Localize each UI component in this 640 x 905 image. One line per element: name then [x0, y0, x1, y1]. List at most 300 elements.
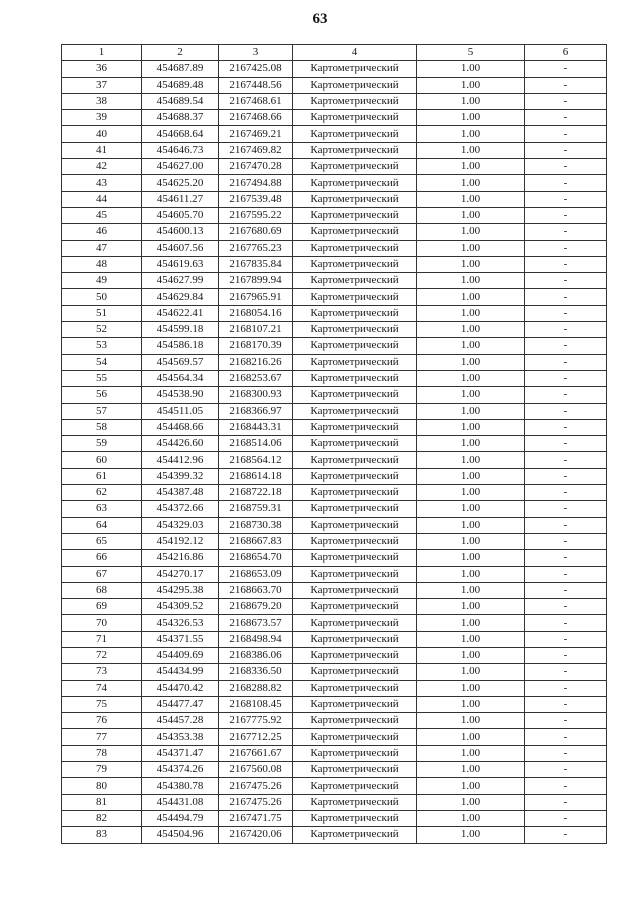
table-header-row: [62, 45, 607, 61]
method-cell: Картометрический: [293, 696, 417, 712]
note-cell: -: [525, 810, 607, 826]
table-row: [62, 615, 607, 631]
method-cell: Картометрический: [293, 582, 417, 598]
x-coordinate-cell: 454627.00: [142, 159, 219, 175]
table-row: [62, 501, 607, 517]
point-number-cell: 66: [62, 550, 142, 566]
table-row: [62, 354, 607, 370]
table-row: [62, 159, 607, 175]
y-coordinate-cell: 2168663.70: [219, 582, 293, 598]
precision-cell: 1.00: [417, 729, 525, 745]
table-row: [62, 338, 607, 354]
y-coordinate-cell: 2168107.21: [219, 322, 293, 338]
x-coordinate-cell: 454627.99: [142, 273, 219, 289]
table-row: [62, 517, 607, 533]
point-number-cell: 53: [62, 338, 142, 354]
precision-cell: 1.00: [417, 305, 525, 321]
point-number-cell: 63: [62, 501, 142, 517]
precision-cell: 1.00: [417, 77, 525, 93]
x-coordinate-cell: 454611.27: [142, 191, 219, 207]
method-cell: Картометрический: [293, 240, 417, 256]
point-number-cell: 43: [62, 175, 142, 191]
table-row: [62, 403, 607, 419]
y-coordinate-cell: 2168253.67: [219, 370, 293, 386]
x-coordinate-cell: 454569.57: [142, 354, 219, 370]
note-cell: -: [525, 566, 607, 582]
method-cell: Картометрический: [293, 126, 417, 142]
point-number-cell: 83: [62, 827, 142, 843]
y-coordinate-cell: 2168170.39: [219, 338, 293, 354]
point-number-cell: 81: [62, 794, 142, 810]
x-coordinate-cell: 454216.86: [142, 550, 219, 566]
point-number-cell: 70: [62, 615, 142, 631]
table-row: [62, 778, 607, 794]
y-coordinate-cell: 2168759.31: [219, 501, 293, 517]
table-row: [62, 142, 607, 158]
precision-cell: 1.00: [417, 485, 525, 501]
y-coordinate-cell: 2168722.18: [219, 485, 293, 501]
note-cell: -: [525, 631, 607, 647]
precision-cell: 1.00: [417, 696, 525, 712]
x-coordinate-cell: 454426.60: [142, 436, 219, 452]
x-coordinate-cell: 454329.03: [142, 517, 219, 533]
table-row: [62, 696, 607, 712]
x-coordinate-cell: 454434.99: [142, 664, 219, 680]
y-coordinate-cell: 2167539.48: [219, 191, 293, 207]
method-cell: Картометрический: [293, 452, 417, 468]
point-number-cell: 58: [62, 419, 142, 435]
x-coordinate-cell: 454688.37: [142, 110, 219, 126]
method-cell: Картометрический: [293, 370, 417, 386]
table-row: [62, 680, 607, 696]
precision-cell: 1.00: [417, 566, 525, 582]
point-number-cell: 79: [62, 762, 142, 778]
note-cell: -: [525, 517, 607, 533]
x-coordinate-cell: 454586.18: [142, 338, 219, 354]
header-cell: 4: [293, 45, 417, 61]
table-row: [62, 794, 607, 810]
header-cell: 5: [417, 45, 525, 61]
precision-cell: 1.00: [417, 778, 525, 794]
point-number-cell: 82: [62, 810, 142, 826]
method-cell: Картометрический: [293, 191, 417, 207]
x-coordinate-cell: 454380.78: [142, 778, 219, 794]
table-row: [62, 77, 607, 93]
table-body: [62, 45, 607, 844]
method-cell: Картометрический: [293, 207, 417, 223]
note-cell: -: [525, 93, 607, 109]
note-cell: -: [525, 175, 607, 191]
precision-cell: 1.00: [417, 159, 525, 175]
x-coordinate-cell: 454625.20: [142, 175, 219, 191]
precision-cell: 1.00: [417, 533, 525, 549]
point-number-cell: 51: [62, 305, 142, 321]
x-coordinate-cell: 454372.66: [142, 501, 219, 517]
method-cell: Картометрический: [293, 159, 417, 175]
table-row: [62, 582, 607, 598]
y-coordinate-cell: 2167965.91: [219, 289, 293, 305]
note-cell: -: [525, 403, 607, 419]
y-coordinate-cell: 2167661.67: [219, 745, 293, 761]
table-row: [62, 452, 607, 468]
note-cell: -: [525, 599, 607, 615]
x-coordinate-cell: 454477.47: [142, 696, 219, 712]
table-row: [62, 419, 607, 435]
point-number-cell: 37: [62, 77, 142, 93]
note-cell: -: [525, 582, 607, 598]
y-coordinate-cell: 2168730.38: [219, 517, 293, 533]
method-cell: Картометрический: [293, 794, 417, 810]
x-coordinate-cell: 454689.48: [142, 77, 219, 93]
table-row: [62, 224, 607, 240]
precision-cell: 1.00: [417, 599, 525, 615]
x-coordinate-cell: 454374.26: [142, 762, 219, 778]
precision-cell: 1.00: [417, 647, 525, 663]
x-coordinate-cell: 454668.64: [142, 126, 219, 142]
method-cell: Картометрический: [293, 485, 417, 501]
note-cell: -: [525, 256, 607, 272]
note-cell: -: [525, 501, 607, 517]
point-number-cell: 49: [62, 273, 142, 289]
method-cell: Картометрический: [293, 436, 417, 452]
note-cell: -: [525, 664, 607, 680]
table-row: [62, 550, 607, 566]
precision-cell: 1.00: [417, 582, 525, 598]
x-coordinate-cell: 454371.55: [142, 631, 219, 647]
method-cell: Картометрический: [293, 647, 417, 663]
method-cell: Картометрический: [293, 256, 417, 272]
precision-cell: 1.00: [417, 810, 525, 826]
method-cell: Картометрический: [293, 550, 417, 566]
coordinates-table: [61, 44, 607, 844]
note-cell: -: [525, 762, 607, 778]
method-cell: Картометрический: [293, 419, 417, 435]
table-row: [62, 566, 607, 582]
x-coordinate-cell: 454600.13: [142, 224, 219, 240]
x-coordinate-cell: 454622.41: [142, 305, 219, 321]
note-cell: -: [525, 696, 607, 712]
note-cell: -: [525, 778, 607, 794]
method-cell: Картометрический: [293, 566, 417, 582]
precision-cell: 1.00: [417, 403, 525, 419]
x-coordinate-cell: 454646.73: [142, 142, 219, 158]
note-cell: -: [525, 305, 607, 321]
method-cell: Картометрический: [293, 664, 417, 680]
x-coordinate-cell: 454599.18: [142, 322, 219, 338]
precision-cell: 1.00: [417, 240, 525, 256]
method-cell: Картометрический: [293, 729, 417, 745]
precision-cell: 1.00: [417, 191, 525, 207]
precision-cell: 1.00: [417, 289, 525, 305]
note-cell: -: [525, 533, 607, 549]
precision-cell: 1.00: [417, 61, 525, 77]
point-number-cell: 59: [62, 436, 142, 452]
x-coordinate-cell: 454629.84: [142, 289, 219, 305]
point-number-cell: 73: [62, 664, 142, 680]
precision-cell: 1.00: [417, 713, 525, 729]
precision-cell: 1.00: [417, 419, 525, 435]
y-coordinate-cell: 2167899.94: [219, 273, 293, 289]
x-coordinate-cell: 454468.66: [142, 419, 219, 435]
method-cell: Картометрический: [293, 745, 417, 761]
precision-cell: 1.00: [417, 126, 525, 142]
point-number-cell: 69: [62, 599, 142, 615]
y-coordinate-cell: 2168386.06: [219, 647, 293, 663]
precision-cell: 1.00: [417, 794, 525, 810]
precision-cell: 1.00: [417, 370, 525, 386]
table-row: [62, 256, 607, 272]
point-number-cell: 39: [62, 110, 142, 126]
point-number-cell: 40: [62, 126, 142, 142]
x-coordinate-cell: 454538.90: [142, 387, 219, 403]
precision-cell: 1.00: [417, 452, 525, 468]
table-row: [62, 370, 607, 386]
precision-cell: 1.00: [417, 550, 525, 566]
point-number-cell: 65: [62, 533, 142, 549]
x-coordinate-cell: 454326.53: [142, 615, 219, 631]
method-cell: Картометрический: [293, 615, 417, 631]
table-row: [62, 273, 607, 289]
table-row: [62, 762, 607, 778]
point-number-cell: 60: [62, 452, 142, 468]
table-row: [62, 827, 607, 843]
note-cell: -: [525, 452, 607, 468]
table-row: [62, 599, 607, 615]
point-number-cell: 78: [62, 745, 142, 761]
table-row: [62, 468, 607, 484]
note-cell: -: [525, 729, 607, 745]
y-coordinate-cell: 2167470.28: [219, 159, 293, 175]
method-cell: Картометрический: [293, 517, 417, 533]
point-number-cell: 72: [62, 647, 142, 663]
y-coordinate-cell: 2168054.16: [219, 305, 293, 321]
precision-cell: 1.00: [417, 322, 525, 338]
method-cell: Картометрический: [293, 77, 417, 93]
point-number-cell: 36: [62, 61, 142, 77]
y-coordinate-cell: 2168336.50: [219, 664, 293, 680]
method-cell: Картометрический: [293, 322, 417, 338]
point-number-cell: 68: [62, 582, 142, 598]
method-cell: Картометрический: [293, 599, 417, 615]
table-row: [62, 387, 607, 403]
note-cell: -: [525, 419, 607, 435]
note-cell: -: [525, 159, 607, 175]
x-coordinate-cell: 454309.52: [142, 599, 219, 615]
x-coordinate-cell: 454431.08: [142, 794, 219, 810]
method-cell: Картометрический: [293, 468, 417, 484]
table-row: [62, 191, 607, 207]
x-coordinate-cell: 454412.96: [142, 452, 219, 468]
precision-cell: 1.00: [417, 273, 525, 289]
precision-cell: 1.00: [417, 827, 525, 843]
y-coordinate-cell: 2167775.92: [219, 713, 293, 729]
point-number-cell: 44: [62, 191, 142, 207]
table-row: [62, 207, 607, 223]
x-coordinate-cell: 454353.38: [142, 729, 219, 745]
method-cell: Картометрический: [293, 175, 417, 191]
table-row: [62, 289, 607, 305]
note-cell: -: [525, 322, 607, 338]
y-coordinate-cell: 2167468.66: [219, 110, 293, 126]
method-cell: Картометрический: [293, 403, 417, 419]
table-row: [62, 485, 607, 501]
table-row: [62, 664, 607, 680]
precision-cell: 1.00: [417, 110, 525, 126]
precision-cell: 1.00: [417, 762, 525, 778]
table-row: [62, 240, 607, 256]
x-coordinate-cell: 454689.54: [142, 93, 219, 109]
point-number-cell: 55: [62, 370, 142, 386]
x-coordinate-cell: 454371.47: [142, 745, 219, 761]
precision-cell: 1.00: [417, 142, 525, 158]
y-coordinate-cell: 2168653.09: [219, 566, 293, 582]
point-number-cell: 48: [62, 256, 142, 272]
point-number-cell: 46: [62, 224, 142, 240]
y-coordinate-cell: 2167680.69: [219, 224, 293, 240]
note-cell: -: [525, 289, 607, 305]
note-cell: -: [525, 354, 607, 370]
y-coordinate-cell: 2167425.08: [219, 61, 293, 77]
y-coordinate-cell: 2167468.61: [219, 93, 293, 109]
point-number-cell: 52: [62, 322, 142, 338]
note-cell: -: [525, 61, 607, 77]
table-row: [62, 110, 607, 126]
y-coordinate-cell: 2167560.08: [219, 762, 293, 778]
method-cell: Картометрический: [293, 713, 417, 729]
table-row: [62, 436, 607, 452]
precision-cell: 1.00: [417, 224, 525, 240]
method-cell: Картометрический: [293, 289, 417, 305]
y-coordinate-cell: 2168514.06: [219, 436, 293, 452]
x-coordinate-cell: 454192.12: [142, 533, 219, 549]
y-coordinate-cell: 2167475.26: [219, 794, 293, 810]
method-cell: Картометрический: [293, 110, 417, 126]
x-coordinate-cell: 454470.42: [142, 680, 219, 696]
table-row: [62, 61, 607, 77]
method-cell: Картометрический: [293, 224, 417, 240]
note-cell: -: [525, 436, 607, 452]
note-cell: -: [525, 126, 607, 142]
point-number-cell: 64: [62, 517, 142, 533]
note-cell: -: [525, 550, 607, 566]
precision-cell: 1.00: [417, 664, 525, 680]
precision-cell: 1.00: [417, 256, 525, 272]
note-cell: -: [525, 794, 607, 810]
point-number-cell: 57: [62, 403, 142, 419]
precision-cell: 1.00: [417, 436, 525, 452]
note-cell: -: [525, 77, 607, 93]
table-row: [62, 745, 607, 761]
point-number-cell: 42: [62, 159, 142, 175]
table-row: [62, 647, 607, 663]
y-coordinate-cell: 2167469.82: [219, 142, 293, 158]
point-number-cell: 74: [62, 680, 142, 696]
x-coordinate-cell: 454619.63: [142, 256, 219, 272]
y-coordinate-cell: 2167420.06: [219, 827, 293, 843]
method-cell: Картометрический: [293, 273, 417, 289]
method-cell: Картометрический: [293, 501, 417, 517]
method-cell: Картометрический: [293, 338, 417, 354]
note-cell: -: [525, 647, 607, 663]
y-coordinate-cell: 2167712.25: [219, 729, 293, 745]
x-coordinate-cell: 454399.32: [142, 468, 219, 484]
x-coordinate-cell: 454494.79: [142, 810, 219, 826]
x-coordinate-cell: 454504.96: [142, 827, 219, 843]
table-row: [62, 533, 607, 549]
precision-cell: 1.00: [417, 517, 525, 533]
point-number-cell: 41: [62, 142, 142, 158]
table-row: [62, 126, 607, 142]
y-coordinate-cell: 2167471.75: [219, 810, 293, 826]
note-cell: -: [525, 240, 607, 256]
note-cell: -: [525, 615, 607, 631]
table-row: [62, 175, 607, 191]
x-coordinate-cell: 454387.48: [142, 485, 219, 501]
method-cell: Картометрический: [293, 61, 417, 77]
point-number-cell: 71: [62, 631, 142, 647]
note-cell: -: [525, 485, 607, 501]
method-cell: Картометрический: [293, 778, 417, 794]
y-coordinate-cell: 2168288.82: [219, 680, 293, 696]
point-number-cell: 47: [62, 240, 142, 256]
header-cell: 6: [525, 45, 607, 61]
note-cell: -: [525, 338, 607, 354]
x-coordinate-cell: 454270.17: [142, 566, 219, 582]
y-coordinate-cell: 2168667.83: [219, 533, 293, 549]
x-coordinate-cell: 454607.56: [142, 240, 219, 256]
y-coordinate-cell: 2167448.56: [219, 77, 293, 93]
y-coordinate-cell: 2167835.84: [219, 256, 293, 272]
y-coordinate-cell: 2167475.26: [219, 778, 293, 794]
table-row: [62, 713, 607, 729]
table-row: [62, 729, 607, 745]
table-row: [62, 631, 607, 647]
method-cell: Картометрический: [293, 354, 417, 370]
method-cell: Картометрический: [293, 762, 417, 778]
y-coordinate-cell: 2167595.22: [219, 207, 293, 223]
point-number-cell: 56: [62, 387, 142, 403]
header-cell: 2: [142, 45, 219, 61]
point-number-cell: 50: [62, 289, 142, 305]
point-number-cell: 75: [62, 696, 142, 712]
header-cell: 1: [62, 45, 142, 61]
point-number-cell: 67: [62, 566, 142, 582]
x-coordinate-cell: 454564.34: [142, 370, 219, 386]
method-cell: Картометрический: [293, 305, 417, 321]
precision-cell: 1.00: [417, 468, 525, 484]
method-cell: Картометрический: [293, 827, 417, 843]
note-cell: -: [525, 110, 607, 126]
method-cell: Картометрический: [293, 680, 417, 696]
point-number-cell: 76: [62, 713, 142, 729]
note-cell: -: [525, 827, 607, 843]
note-cell: -: [525, 387, 607, 403]
y-coordinate-cell: 2168679.20: [219, 599, 293, 615]
note-cell: -: [525, 680, 607, 696]
point-number-cell: 45: [62, 207, 142, 223]
precision-cell: 1.00: [417, 745, 525, 761]
method-cell: Картометрический: [293, 142, 417, 158]
precision-cell: 1.00: [417, 387, 525, 403]
note-cell: -: [525, 207, 607, 223]
method-cell: Картометрический: [293, 93, 417, 109]
y-coordinate-cell: 2168673.57: [219, 615, 293, 631]
note-cell: -: [525, 745, 607, 761]
table-row: [62, 305, 607, 321]
y-coordinate-cell: 2167765.23: [219, 240, 293, 256]
precision-cell: 1.00: [417, 354, 525, 370]
x-coordinate-cell: 454511.05: [142, 403, 219, 419]
